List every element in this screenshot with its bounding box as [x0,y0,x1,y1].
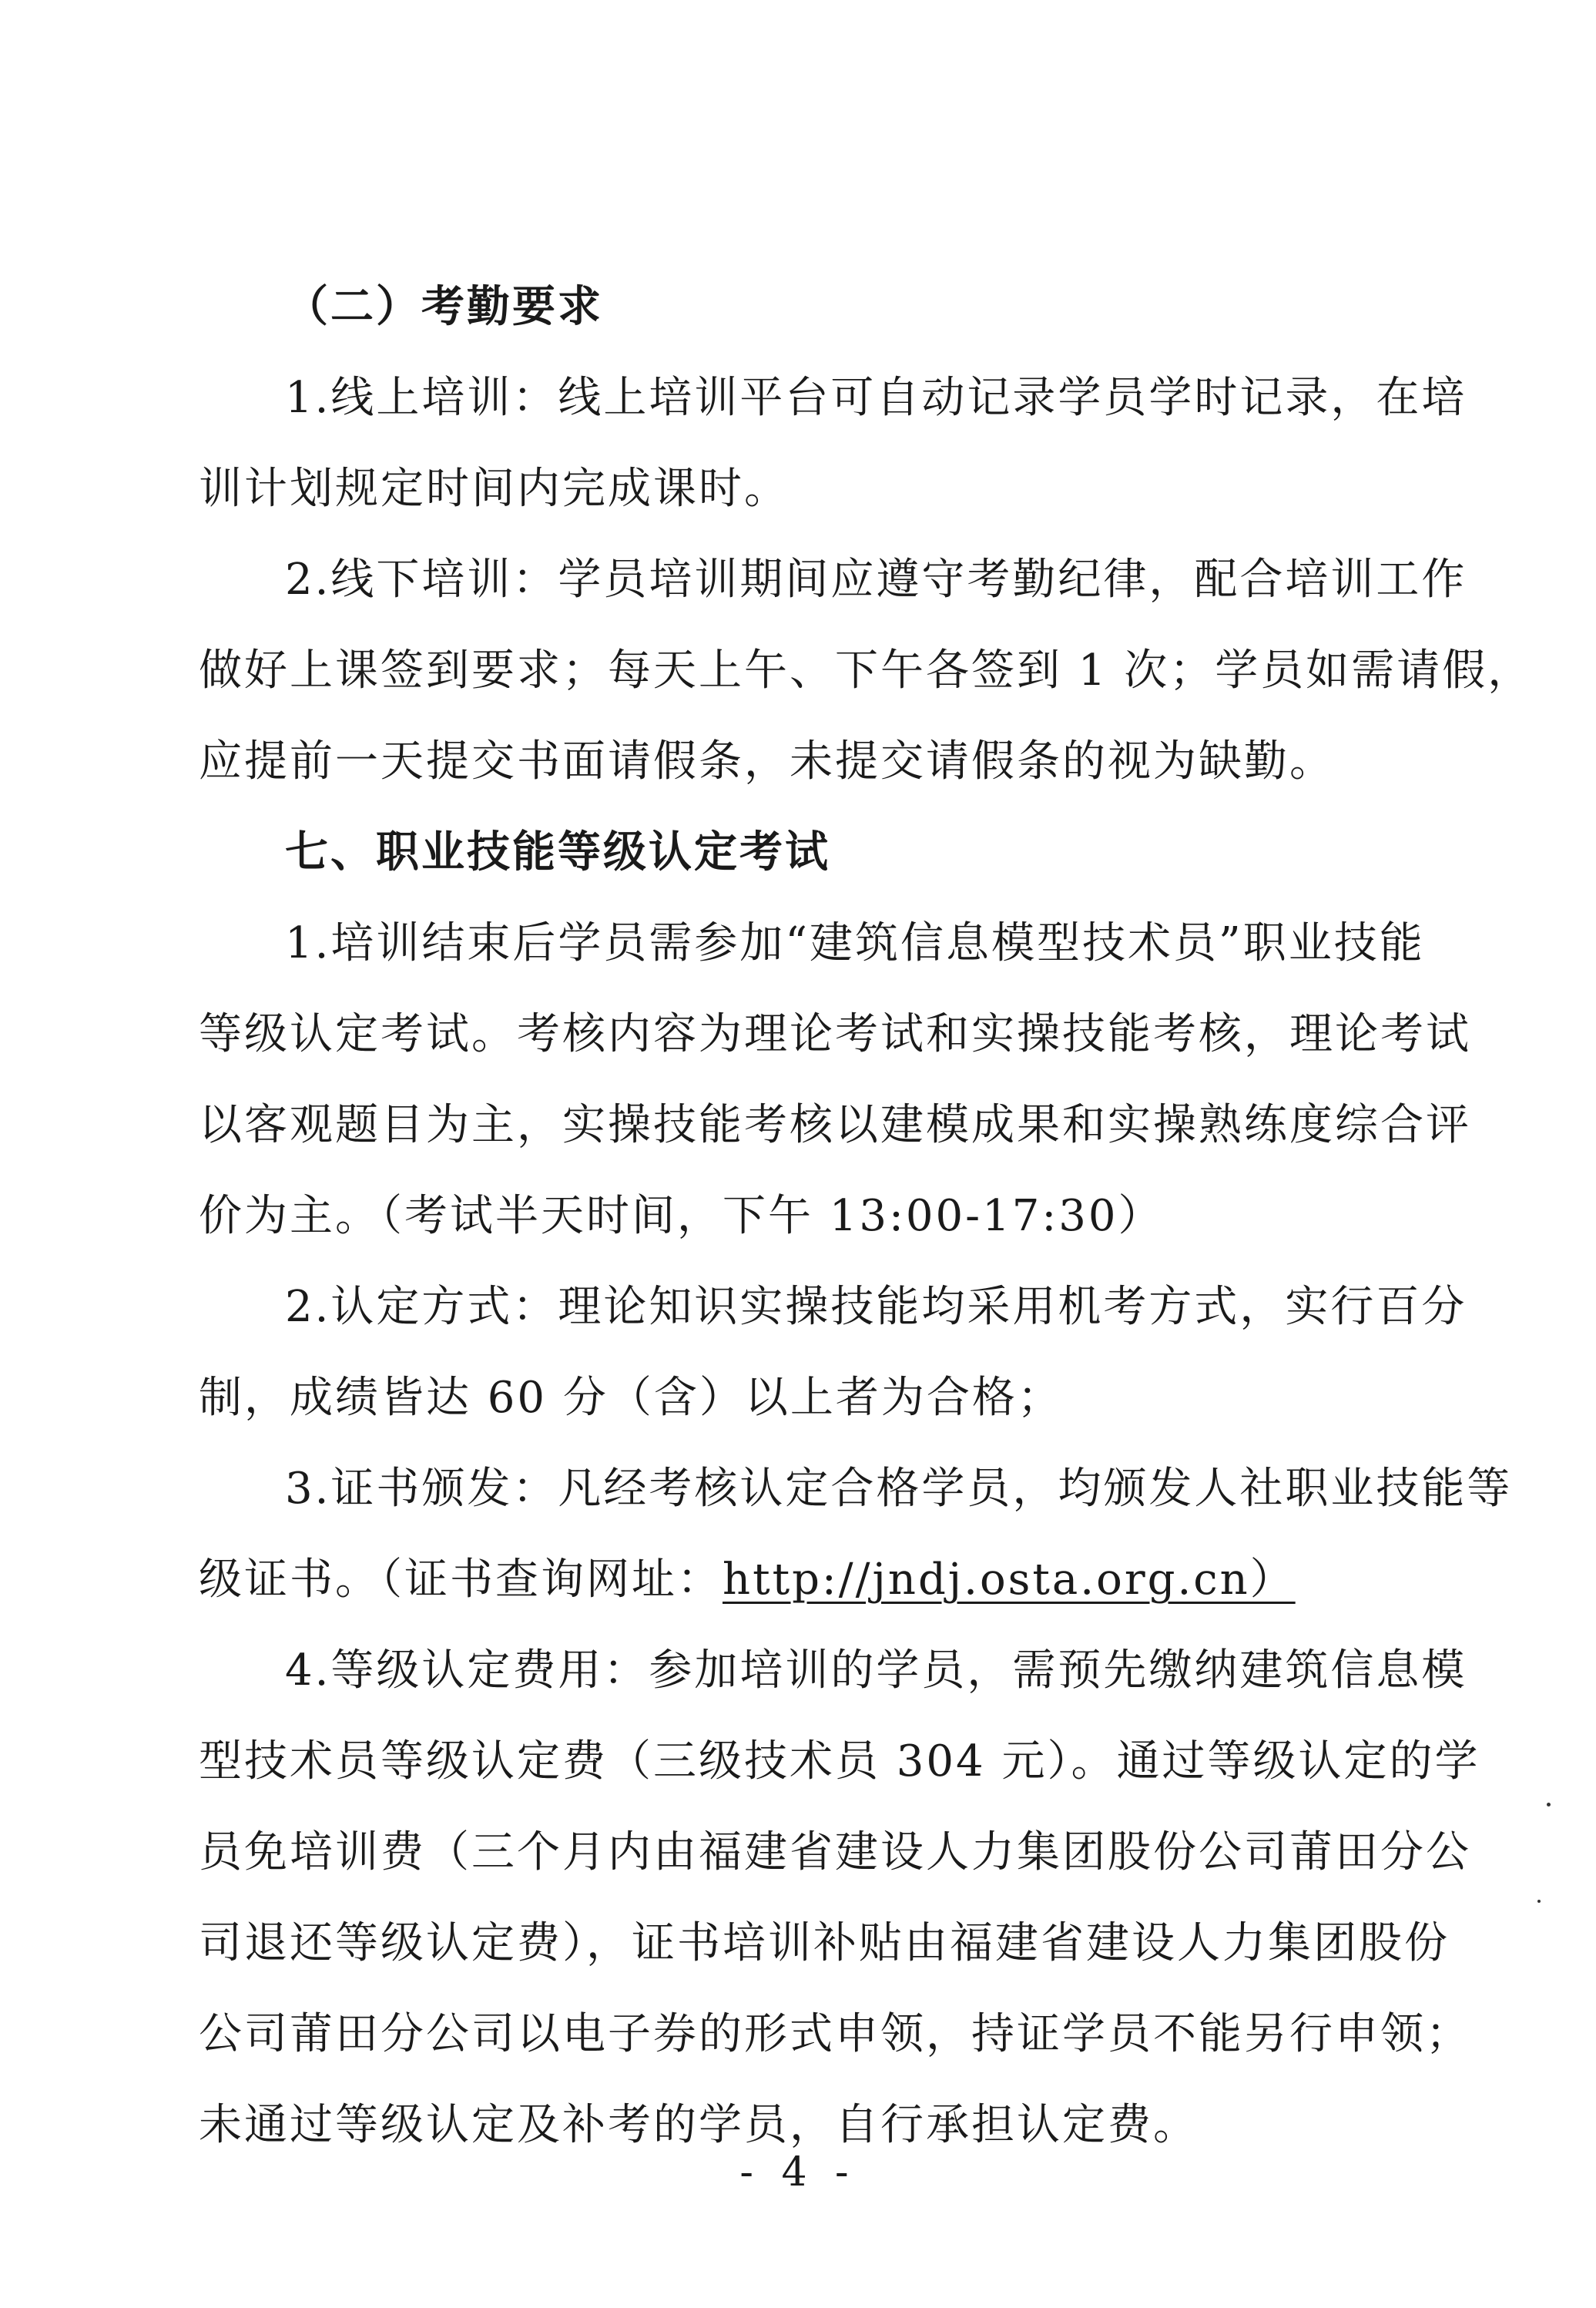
paragraph-line: 训计划规定时间内完成课时。 [199,464,790,514]
paragraph-line: 1.培训结束后学员需参加“建筑信息模型技术员”职业技能 [285,918,1425,968]
paragraph-line: 做好上课签到要求；每天上午、下午各签到 1 次；学员如需请假， [199,646,1534,696]
paragraph-line: 2.线下培训：学员培训期间应遵守考勤纪律，配合培训工作 [285,555,1467,605]
chapter-heading-exam: 七、职业技能等级认定考试 [285,827,830,877]
document-body [199,262,1534,2171]
paragraph-line: 员免培训费（三个月内由福建省建设人力集团股份公司莆田分公 [199,1827,1471,1877]
paragraph-line: 以客观题目为主，实操技能考核以建模成果和实操熟练度综合评 [199,1100,1471,1150]
paragraph-line: 型技术员等级认定费（三级技术员 304 元）。通过等级认定的学 [199,1736,1480,1786]
paragraph-line: 2.认定方式：理论知识实操技能均采用机考方式，实行百分 [285,1282,1467,1332]
paragraph-line: 3.证书颁发：凡经考核认定合格学员，均颁发人社职业技能等 [285,1464,1513,1514]
paragraph-line: 应提前一天提交书面请假条，未提交请假条的视为缺勤。 [199,736,1335,787]
paragraph-line: 价为主。（考试半天时间，下午 13:00-17:30） [199,1191,1164,1241]
paragraph-line: 未通过等级认定及补考的学员，自行承担认定费。 [199,2100,1199,2150]
paragraph-line: 公司莆田分公司以电子券的形式申领，持证学员不能另行申领； [199,2009,1471,2059]
section-heading-attendance: （二）考勤要求 [285,282,603,332]
paragraph-line: 制，成绩皆达 60 分（含）以上者为合格； [199,1373,1063,1423]
scan-speck [1537,1900,1541,1903]
scan-speck [1547,1803,1551,1806]
paragraph-line: 1.线上培训：线上培训平台可自动记录学员学时记录，在培 [285,373,1467,423]
certificate-query-label: 级证书。（证书查询网址： [199,1555,723,1605]
certificate-query-link[interactable]: http://jndj.osta.org.cn） [723,1555,1296,1605]
page-number: - 4 - [739,2149,857,2196]
paragraph-line: 等级认定考试。考核内容为理论考试和实操技能考核，理论考试 [199,1009,1471,1059]
paragraph-line: 司退还等级认定费），证书培训补贴由福建省建设人力集团股份 [199,1918,1450,1968]
paragraph-line-with-url [199,1535,1416,1625]
paragraph-line: 4.等级认定费用：参加培训的学员，需预先缴纳建筑信息模 [285,1645,1467,1696]
